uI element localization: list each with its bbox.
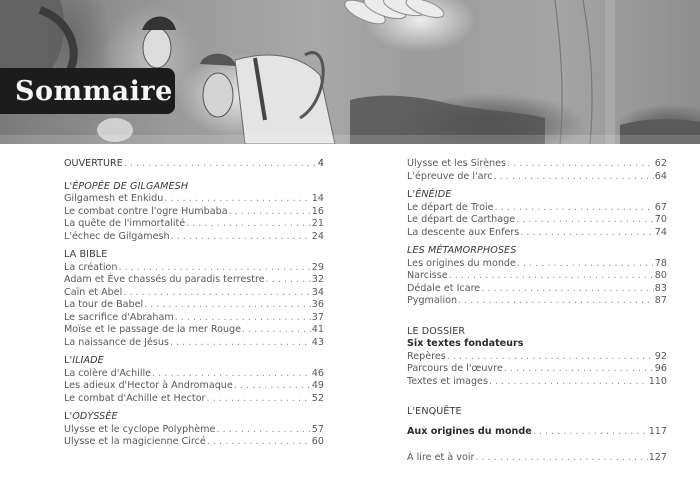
entry-label: Le départ de Troie xyxy=(407,201,494,213)
dot-leader xyxy=(495,202,654,215)
entry-label: Caïn et Abel xyxy=(64,286,123,298)
toc-left-column xyxy=(64,158,324,455)
entry-label: La quête de l'immortalité xyxy=(64,218,186,229)
entry-label: Le combat d'Achille et Hector xyxy=(64,392,206,404)
dot-leader xyxy=(170,337,311,350)
entry-page: 41 xyxy=(311,324,324,335)
entry-label: La descente aux Enfers xyxy=(407,226,520,238)
entry-page: 70 xyxy=(654,214,667,225)
entry-page: 62 xyxy=(654,158,667,169)
toc-section-odyssee-cont xyxy=(407,158,667,183)
entry-page: 14 xyxy=(311,193,324,204)
entry-label: Pygmalion xyxy=(407,295,458,306)
toc-entry[interactable] xyxy=(64,231,324,244)
dot-leader xyxy=(216,424,310,437)
entry-page: 46 xyxy=(311,367,324,379)
dot-leader xyxy=(520,227,653,240)
entry-page: 83 xyxy=(654,282,667,294)
entry-label: L'échec de Gilgamesh xyxy=(64,230,170,242)
page-title: Sommaire xyxy=(15,75,173,107)
entry-page: 96 xyxy=(654,363,667,374)
entry-page: 24 xyxy=(311,230,324,242)
entry-page: 32 xyxy=(311,274,324,285)
dot-leader xyxy=(144,299,311,312)
entry-label: Gilgamesh et Enkidu xyxy=(64,193,164,204)
toc-entry[interactable] xyxy=(407,158,667,171)
entry-label: La création xyxy=(64,261,118,273)
toc-entry[interactable] xyxy=(64,424,324,437)
entry-label: Adam et Ève chassés du paradis terrestre xyxy=(64,274,265,285)
dot-leader xyxy=(266,274,311,287)
entry-label: Textes et images xyxy=(407,375,488,387)
dot-leader xyxy=(533,426,648,439)
entry-label: OUVERTURE xyxy=(64,158,123,169)
dot-leader xyxy=(507,158,654,171)
section-title: L'ENQUÊTE xyxy=(407,406,462,417)
toc-entry[interactable] xyxy=(407,283,667,296)
toc-entry[interactable] xyxy=(64,337,324,350)
entry-label: La colère d'Achille xyxy=(64,367,152,379)
entry-label: Ulysse et la magicienne Circé xyxy=(64,436,206,447)
dot-leader xyxy=(449,270,654,283)
toc-entry[interactable] xyxy=(407,227,667,240)
entry-page: 117 xyxy=(648,425,667,437)
toc-section-enquete xyxy=(407,406,667,438)
dot-leader xyxy=(207,436,311,449)
dot-leader xyxy=(504,363,654,376)
entry-label: Ulysse et les Sirènes xyxy=(407,158,507,169)
entry-label: La naissance de Jésus xyxy=(64,336,169,348)
toc-entry[interactable] xyxy=(407,295,667,308)
dot-leader xyxy=(234,380,311,393)
dot-leader xyxy=(229,206,311,219)
dot-leader xyxy=(171,231,311,244)
toc-entry[interactable] xyxy=(407,376,667,389)
toc-section-metamorphoses xyxy=(407,245,667,308)
entry-page: 34 xyxy=(311,286,324,298)
toc-entry[interactable] xyxy=(407,171,667,184)
toc-section-bible xyxy=(64,249,324,349)
toc-entry[interactable] xyxy=(407,214,667,227)
entry-page: 87 xyxy=(654,295,667,306)
toc-entry[interactable] xyxy=(64,287,324,300)
entry-label: Le départ de Carthage xyxy=(407,214,516,225)
entry-page: 110 xyxy=(648,375,667,387)
dot-leader xyxy=(124,158,317,171)
dot-leader xyxy=(186,218,311,231)
section-title: LE DOSSIER xyxy=(407,325,466,337)
toc-entry[interactable] xyxy=(64,393,324,406)
entry-label: Parcours de l'œuvre xyxy=(407,363,503,374)
entry-page: 36 xyxy=(311,299,324,310)
toc-right-column xyxy=(407,158,667,471)
entry-label: Ulysse et le cyclope Polyphème xyxy=(64,423,216,435)
entry-page: 49 xyxy=(311,380,324,391)
entry-label: Le sacrifice d'Abraham xyxy=(64,311,174,323)
toc-entry[interactable] xyxy=(64,218,324,231)
dot-leader xyxy=(242,324,311,337)
entry-page: 67 xyxy=(654,201,667,213)
title-banner xyxy=(0,68,175,114)
entry-label: Les origines du monde xyxy=(407,257,516,269)
entry-label: À lire et à voir xyxy=(407,452,475,463)
section-title: L'ILIADE xyxy=(64,355,104,366)
section-title: LES MÉTAMORPHOSES xyxy=(407,245,517,256)
entry-page: 21 xyxy=(311,218,324,229)
section-title: L'ODYSSÉE xyxy=(64,411,118,422)
toc-entry[interactable] xyxy=(407,258,667,271)
toc-entry[interactable] xyxy=(407,363,667,376)
entry-label: L'épreuve de l'arc xyxy=(407,170,493,182)
entry-label: Repères xyxy=(407,350,446,362)
dot-leader xyxy=(175,312,311,325)
toc-entry[interactable] xyxy=(64,368,324,381)
dot-leader xyxy=(123,287,310,300)
entry-page: 29 xyxy=(311,261,324,273)
dot-leader xyxy=(118,262,310,275)
dot-leader xyxy=(207,393,311,406)
entry-label: Aux origines du monde xyxy=(407,425,532,437)
dot-leader xyxy=(475,452,647,465)
toc-section-dossier xyxy=(407,326,667,389)
toc-entry[interactable] xyxy=(64,193,324,206)
dot-leader xyxy=(458,295,654,308)
entry-page: 127 xyxy=(648,452,667,463)
entry-page: 64 xyxy=(654,170,667,182)
section-subtitle: Six textes fondateurs xyxy=(407,338,524,349)
dot-leader xyxy=(494,171,654,184)
toc-entry[interactable] xyxy=(407,202,667,215)
section-title: L'ÉPOPÉE DE GILGAMESH xyxy=(64,180,189,192)
dot-leader xyxy=(164,193,310,206)
toc-entry[interactable] xyxy=(64,312,324,325)
toc-entry[interactable] xyxy=(64,299,324,312)
section-title: LA BIBLE xyxy=(64,249,108,260)
toc-entry[interactable] xyxy=(407,426,667,439)
toc-entry[interactable] xyxy=(407,351,667,364)
toc-section-eneide xyxy=(407,189,667,239)
dot-leader xyxy=(489,376,648,389)
toc-entry-ouverture[interactable] xyxy=(64,158,324,171)
entry-page: 16 xyxy=(311,205,324,217)
entry-page: 74 xyxy=(654,226,667,238)
entry-page: 78 xyxy=(654,257,667,269)
entry-label: Dédale et Icare xyxy=(407,282,481,294)
section-title: L'ÉNÉIDE xyxy=(407,189,452,200)
entry-page: 43 xyxy=(311,336,324,348)
toc-entry[interactable] xyxy=(407,270,667,283)
dot-leader xyxy=(516,214,654,227)
toc-section-iliade xyxy=(64,355,324,405)
toc-entry[interactable] xyxy=(407,452,667,465)
entry-page: 52 xyxy=(311,392,324,404)
dot-leader xyxy=(152,368,311,381)
toc-entry[interactable] xyxy=(64,436,324,449)
toc-entry[interactable] xyxy=(64,206,324,219)
toc-entry[interactable] xyxy=(64,324,324,337)
entry-label: Le combat contre l'ogre Humbaba xyxy=(64,205,228,217)
toc-section-gilgamesh xyxy=(64,181,324,244)
dot-leader xyxy=(447,351,654,364)
header-illustration xyxy=(0,0,700,144)
entry-label: Les adieux d'Hector à Andromaque xyxy=(64,380,233,391)
entry-page: 4 xyxy=(317,158,324,169)
dot-leader xyxy=(517,258,654,271)
toc-section-lire-voir xyxy=(407,452,667,465)
dot-leader xyxy=(481,283,654,296)
entry-label: La tour de Babel xyxy=(64,299,144,310)
entry-page: 57 xyxy=(311,423,324,435)
entry-page: 60 xyxy=(311,436,324,447)
toc-entry[interactable] xyxy=(64,262,324,275)
entry-page: 92 xyxy=(654,350,667,362)
toc-entry[interactable] xyxy=(64,380,324,393)
entry-label: Moïse et le passage de la mer Rouge xyxy=(64,324,242,335)
toc-entry[interactable] xyxy=(64,274,324,287)
entry-page: 80 xyxy=(654,270,667,281)
entry-label: Narcisse xyxy=(407,270,448,281)
toc-section-odyssee xyxy=(64,411,324,449)
entry-page: 37 xyxy=(311,311,324,323)
